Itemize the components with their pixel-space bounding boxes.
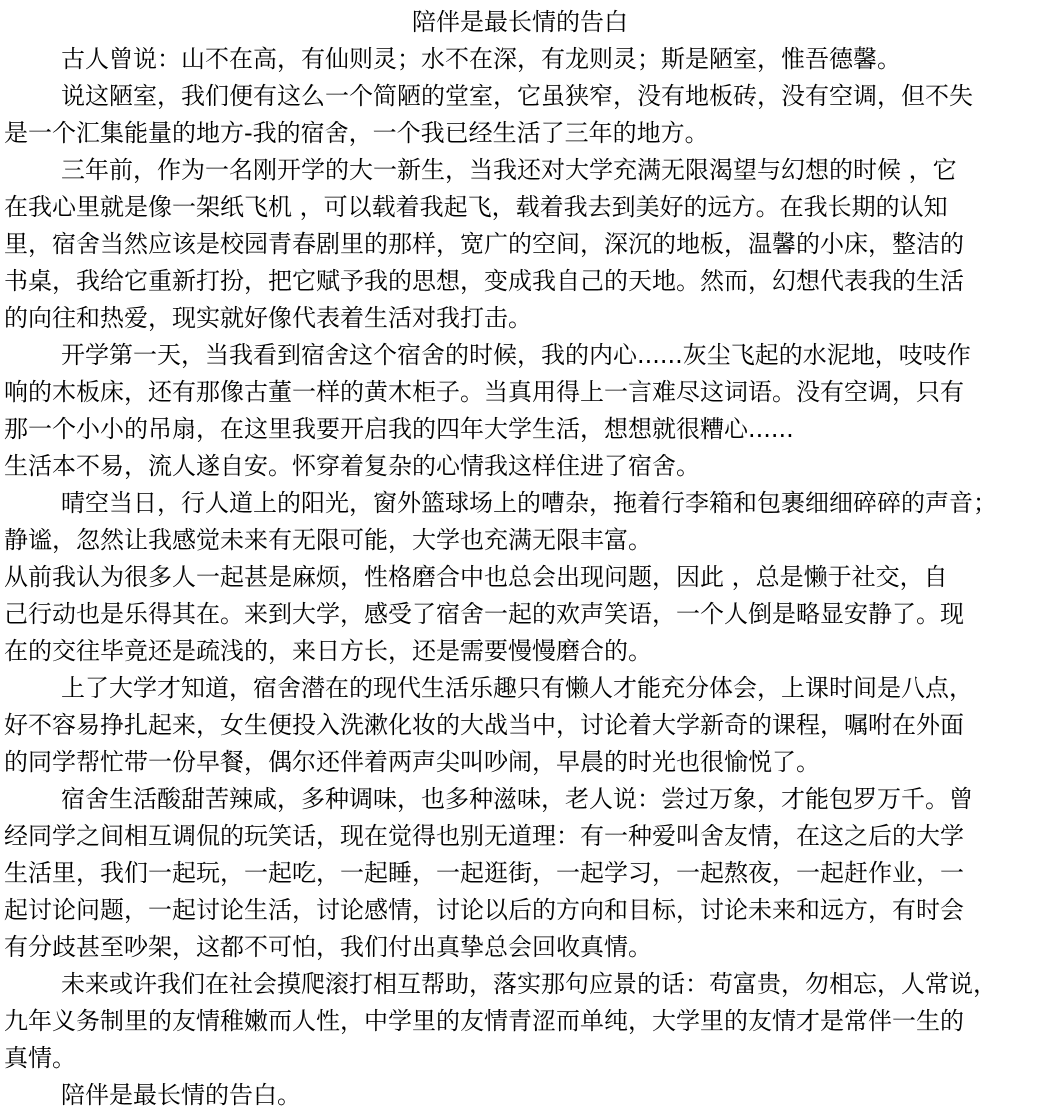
text-line: 开学第一天，当我看到宿舍这个宿舍的时候，我的内心......灰尘飞起的水泥地，吱吱作	[61, 341, 971, 369]
text-line: 晴空当日，行人道上的阳光，窗外篮球场上的嘈杂，拖着行李箱和包裹细细碎碎的声音；	[61, 489, 997, 517]
text-line: 那一个小小的吊扇，在这里我要开启我的四年大学生活，想想就很糟心......	[4, 415, 794, 443]
text-line: 里，宿舍当然应该是校园青春剧里的那样，宽广的空间，深沉的地板，温馨的小床，整洁的	[4, 230, 964, 258]
text-line: 陪伴是最长情的告白。	[61, 1081, 301, 1109]
text-line: 九年义务制里的友情稚嫩而人性，中学里的友情青涩而单纯，大学里的友情才是常伴一生的	[4, 1007, 964, 1035]
text-line: 宿舍生活酸甜苦辣咸，多种调味，也多种滋味，老人说：尝过万象，才能包罗万千。曾	[61, 785, 973, 813]
text-line: 上了大学才知道，宿舍潜在的现代生活乐趣只有懒人才能充分体会，上课时间是八点，	[61, 674, 973, 702]
text-line: 三年前，作为一名刚开学的大一新生，当我还对大学充满无限渴望与幻想的时候 ，它	[61, 156, 957, 184]
document-title: 陪伴是最长情的告白	[412, 8, 628, 36]
text-line: 有分歧甚至吵架，这都不可怕，我们付出真挚总会回收真情。	[4, 933, 652, 961]
text-line: 在我心里就是像一架纸飞机 ，可以载着我起飞，载着我去到美好的远方。在我长期的认知	[4, 193, 948, 221]
text-line: 的同学帮忙带一份早餐，偶尔还伴着两声尖叫吵闹，早晨的时光也很愉悦了。	[4, 748, 820, 776]
text-line: 生活里，我们一起玩，一起吃，一起睡，一起逛街，一起学习，一起熬夜，一起赶作业，一	[4, 859, 964, 887]
text-line: 经同学之间相互调侃的玩笑话，现在觉得也别无道理：有一种爱叫舍友情，在这之后的大学	[4, 822, 964, 850]
text-line: 响的木板床，还有那像古董一样的黄木柜子。当真用得上一言难尽这词语。没有空调，只有	[4, 378, 964, 406]
text-line: 己行动也是乐得其在。来到大学，感受了宿舍一起的欢声笑语，一个人倒是略显安静了。现	[4, 600, 964, 628]
text-line: 的向往和热爱，现实就好像代表着生活对我打击。	[4, 304, 532, 332]
text-line: 从前我认为很多人一起甚是麻烦，性格磨合中也总会出现问题，因此 ，总是懒于社交，自	[4, 563, 948, 591]
text-line: 说这陋室，我们便有这么一个简陋的堂室，它虽狭窄，没有地板砖，没有空调，但不失	[61, 82, 973, 110]
text-line: 静谧，忽然让我感觉未来有无限可能，大学也充满无限丰富。	[4, 526, 652, 554]
text-line: 书桌，我给它重新打扮，把它赋予我的思想，变成我自己的天地。然而，幻想代表我的生活	[4, 267, 964, 295]
text-line: 在的交往毕竟还是疏浅的，来日方长，还是需要慢慢磨合的。	[4, 637, 652, 665]
text-line: 是一个汇集能量的地方-我的宿舍，一个我已经生活了三年的地方。	[4, 119, 709, 147]
text-line: 生活本不易，流人遂自安。怀穿着复杂的心情我这样住进了宿舍。	[4, 452, 700, 480]
text-line: 好不容易挣扎起来，女生便投入洗漱化妆的大战当中，讨论着大学新奇的课程，嘱咐在外面	[4, 711, 964, 739]
text-line: 古人曾说：山不在高，有仙则灵；水不在深，有龙则灵；斯是陋室，惟吾德馨。	[61, 45, 901, 73]
text-line: 未来或许我们在社会摸爬滚打相互帮助，落实那句应景的话：苟富贵，勿相忘，人常说，	[61, 970, 997, 998]
text-line: 起讨论问题，一起讨论生活，讨论感情，讨论以后的方向和目标，讨论未来和远方，有时会	[4, 896, 964, 924]
text-line: 真情。	[4, 1044, 76, 1072]
